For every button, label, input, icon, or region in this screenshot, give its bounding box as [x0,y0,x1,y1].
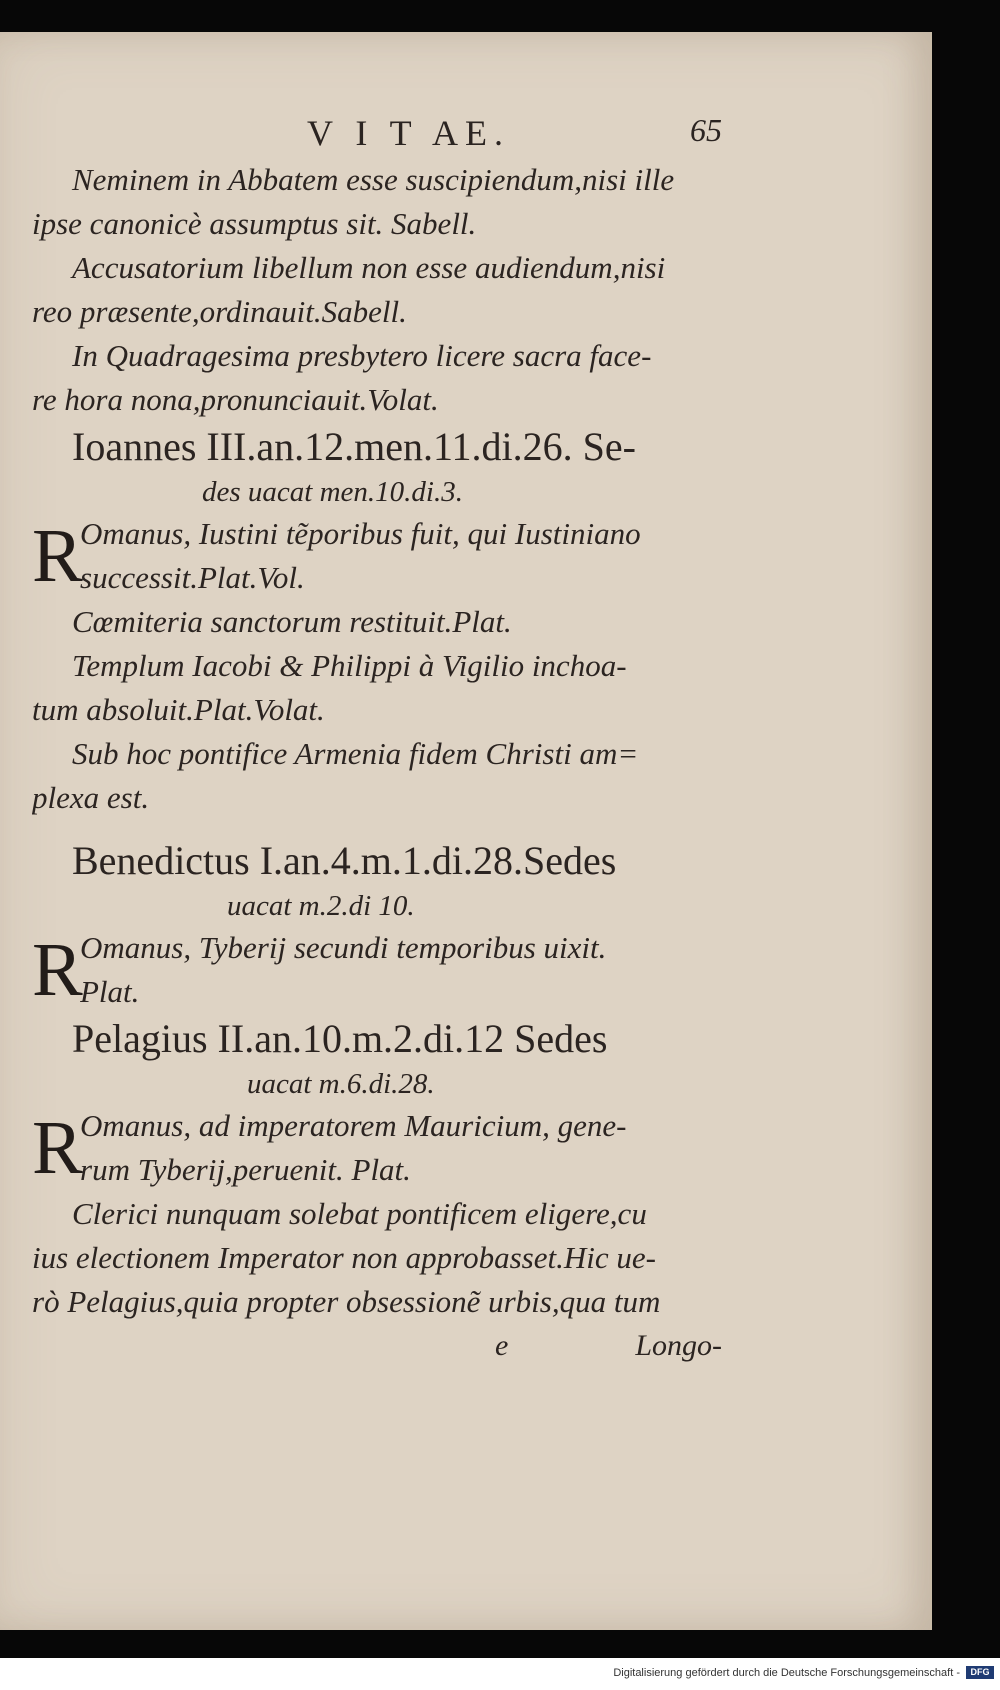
text-line: In Quadragesima presbytero licere sacra face- [72,338,652,373]
dfg-logo-icon: DFG [966,1666,994,1679]
text-line: tum absoluit.Plat.Volat. [32,692,325,727]
entry-subheading: uacat m.2.di 10. [227,890,415,922]
text-line: reo præsente,ordinauit.Sabell. [32,294,407,329]
text-line: successit.Plat.Vol. [80,560,305,595]
drop-initial: R [32,928,83,1012]
text-line: re hora nona,pronunciauit.Volat. [32,382,439,417]
entry-heading: Ioannes III.an.12.men.11.di.26. Se- [72,424,636,469]
entry-paragraph [32,1104,722,1192]
entry-heading: Benedictus I.an.4.m.1.di.28.Sedes [72,838,617,883]
funding-credit: Digitalisierung gefördert durch die Deutsche Forschungsgemeinschaft - [613,1667,960,1679]
text-line: rum Tyberij,peruenit. Plat. [80,1152,411,1187]
footer-bar [0,1658,1000,1690]
text-line: ipse canonicè assumptus sit. Sabell. [32,206,477,241]
drop-initial: R [32,1106,83,1190]
text-line: Sub hoc pontifice Armenia fidem Christi am= [72,736,639,771]
catchword: Longo- [635,1329,722,1362]
text-line: Cœmiteria sanctorum restituit.Plat. [72,604,512,639]
text-line: Plat. [80,974,140,1009]
text-line: rò Pelagius,quia propter obsessionẽ urbis,qua tum [32,1284,661,1319]
page-number: 65 [690,112,722,148]
entry-heading: Pelagius II.an.10.m.2.di.12 Sedes [72,1016,608,1061]
text-line: Neminem in Abbatem esse suscipiendum,nisi ille [72,162,675,197]
running-title: V I T AE. [307,113,511,153]
text-line: Clerici nunquam solebat pontificem eligere,cu [72,1196,647,1231]
text-line: Accusatorium libellum non esse audiendum,nisi [72,250,666,285]
text-line: Templum Iacobi & Philippi à Vigilio inchoa- [72,648,627,683]
text-line: ius electionem Imperator non approbasset.Hic ue- [32,1240,656,1275]
catch-line [32,1324,722,1368]
entry-paragraph [32,512,722,600]
book-page [0,32,932,1630]
drop-initial: R [32,514,83,598]
text-line: Omanus, Tyberij secundi temporibus uixit. [80,930,607,965]
text-block [32,112,722,1368]
entry-subheading: des uacat men.10.di.3. [202,476,463,508]
text-line: Omanus, ad imperatorem Mauricium, gene- [80,1108,627,1143]
entry-subheading: uacat m.6.di.28. [247,1068,435,1100]
text-line: Omanus, Iustini tẽporibus fuit, qui Iustiniano [80,516,641,551]
signature-mark: e [495,1329,509,1362]
text-line: plexa est. [32,780,150,815]
running-head [32,112,722,158]
spacer [32,820,722,836]
entry-paragraph [32,926,722,1014]
